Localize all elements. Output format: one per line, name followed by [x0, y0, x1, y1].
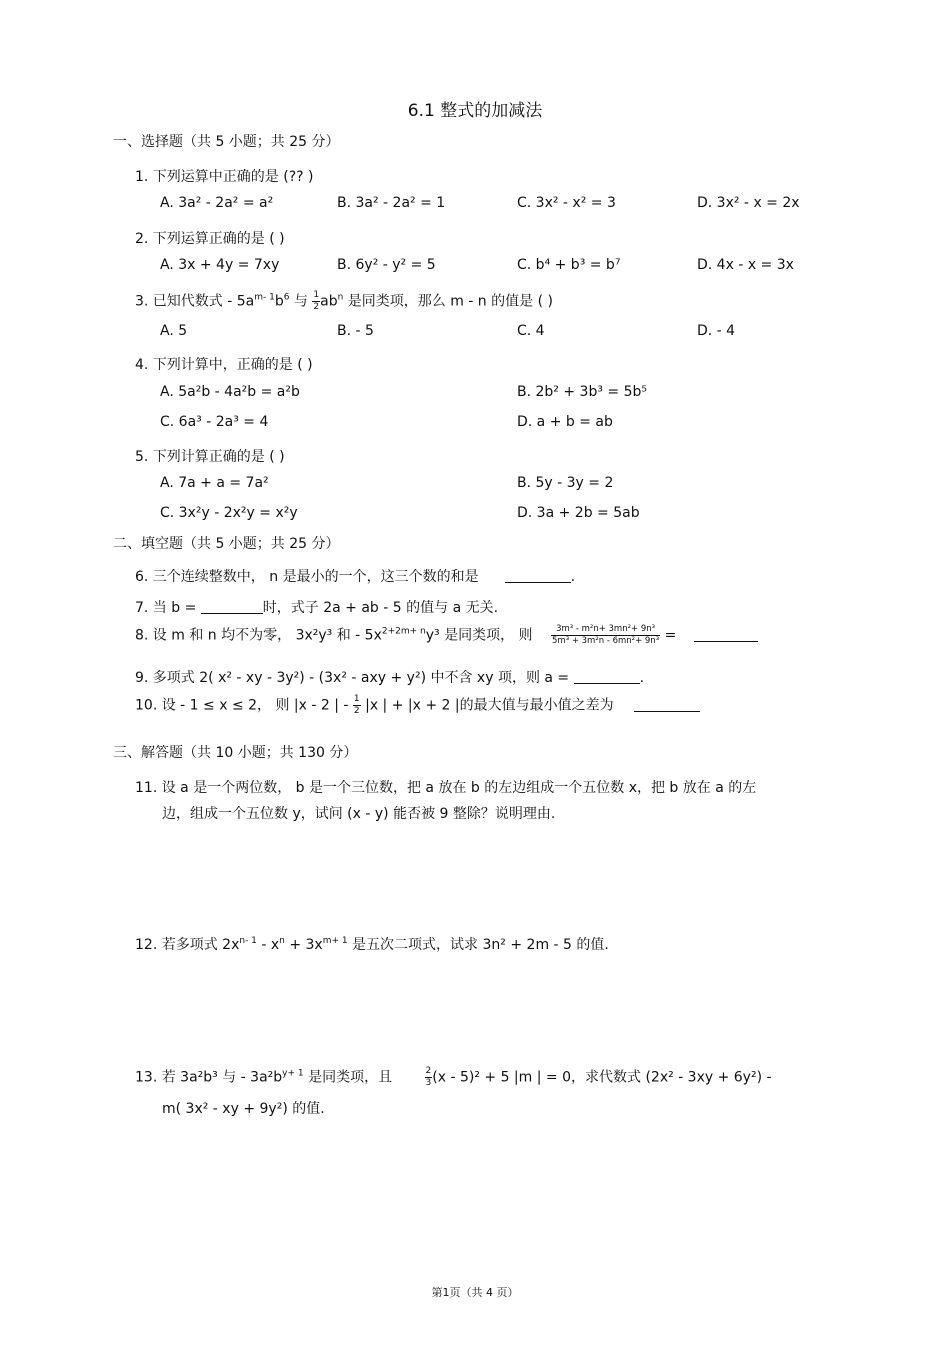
question-5-option-b: B. 5y - 3y = 2 — [517, 475, 614, 491]
question-3-option-c: C. 4 — [517, 323, 545, 339]
question-5-option-c: C. 3x²y - 2x²y = x²y — [160, 505, 298, 521]
question-8: 8. 设 m 和 n 均不为零， 3x²y³ 和 - $5x^{2+2m+ n}y^3$ 是同类项， 则 $\frac{\text{3m³ - m²n+ 3mn²+ 9n³}}{\text{5m³ + 3m²n - 6mn²+ 9n³}}$ = — [135, 624, 758, 647]
question-3-option-a: A. 5 — [160, 323, 188, 339]
question-11-line-1: 11. 设 a 是一个两位数， b 是一个三位数，把 a 放在 b 的左边组成一个五位数 x，把 b 放在 a 的左 — [135, 780, 757, 796]
question-6: 6. 三个连续整数中， n 是最小的一个，这三个数的和是 . — [135, 569, 576, 585]
question-4-stem: 4. 下列计算中，正确的是 ( ) — [135, 357, 313, 373]
question-13-line-2: m( 3x² - xy + 9y²) 的值. — [162, 1101, 325, 1117]
fraction-two-thirds: $\frac{2}{3}$ — [425, 1066, 432, 1088]
question-7: 7. 当 b = 时，式子 2a + ab - 5 的值与 a 无关. — [135, 600, 499, 616]
section-heading-fill: 二、填空题（共 5 小题；共 25 分） — [113, 536, 340, 552]
question-4-option-c: C. 6a³ - 2a³ = 4 — [160, 414, 269, 430]
question-9: 9. 多项式 2( x² - xy - 3y²) - (3x² - axy + y²) 中不含 xy 项，则 a = . — [135, 670, 645, 686]
question-5-stem: 5. 下列计算正确的是 ( ) — [135, 449, 285, 465]
section-heading-choice: 一、选择题（共 5 小题；共 25 分） — [113, 134, 340, 150]
fraction-one-half: $\frac{1}{2}$ — [313, 290, 320, 312]
question-2-option-c: C. b⁴ + b³ = b⁷ — [517, 257, 621, 273]
question-1-option-c: C. 3x² - x² = 3 — [517, 195, 616, 211]
question-5-option-a: A. 7a + a = 7a² — [160, 475, 269, 491]
question-1-option-d: D. 3x² - x = 2x — [697, 195, 800, 211]
question-2-stem: 2. 下列运算正确的是 ( ) — [135, 231, 285, 247]
answer-blank[interactable] — [505, 568, 571, 583]
question-2-option-a: A. 3x + 4y = 7xy — [160, 257, 280, 273]
question-4-option-a: A. 5a²b - 4a²b = a²b — [160, 384, 300, 400]
question-3-option-d: D. - 4 — [697, 323, 736, 339]
question-2-option-d: D. 4x - x = 3x — [697, 257, 794, 273]
answer-blank[interactable] — [201, 599, 263, 614]
question-2-option-b: B. 6y² - y² = 5 — [337, 257, 436, 273]
answer-blank[interactable] — [574, 669, 640, 684]
question-3-stem: 3. 已知代数式 - $5a^{m- 1}b^6$ 与 $\frac{1}{2}$ $ab^n$ 是同类项，那么 m - n 的值是 ( ) — [135, 290, 553, 312]
fraction-expression: $\frac{\text{3m³ - m²n+ 3mn²+ 9n³}}{\text{5m³ + 3m²n - 6mn²+ 9n³}}$ — [552, 624, 660, 646]
question-5-option-d: D. 3a + 2b = 5ab — [517, 505, 640, 521]
question-1-stem: 1. 下列运算中正确的是 (?? ) — [135, 169, 314, 185]
question-13-line-1: 13. 若 3a²b³ 与 - $3a^2b^{y+ 1}$ 是同类项，且 $\frac{2}{3}$ (x - 5)² + 5 |m | = 0，求代数式 (2x² - 3xy + 6y²) - — [135, 1066, 772, 1088]
page-footer: 第1页（共 4 页） — [431, 1286, 519, 1299]
question-12: 12. 若多项式 $2x^{n- 1} - x^n + 3x^{m+ 1}$ 是五次二项式，试求 3n² + 2m - 5 的值. — [135, 936, 609, 953]
question-1-option-a: A. 3a² - 2a² = a² — [160, 195, 274, 211]
question-10: 10. 设 - 1 ≤ x ≤ 2， 则 |x - 2 | - $\frac{1}{2}$ |x | + |x + 2 |的最大值与最小值之差为 — [135, 694, 700, 717]
page-title: 6.1 整式的加减法 — [407, 101, 543, 121]
answer-blank[interactable] — [634, 697, 700, 712]
fraction-one-half: $\frac{1}{2}$ — [353, 694, 360, 716]
section-heading-solve: 三、解答题（共 10 小题；共 130 分） — [113, 745, 358, 761]
question-11-line-2: 边，组成一个五位数 y，试问 (x - y) 能否被 9 整除？说明理由. — [162, 806, 556, 822]
question-3-option-b: B. - 5 — [337, 323, 374, 339]
question-4-option-b: B. 2b² + 3b³ = 5b⁵ — [517, 384, 647, 400]
answer-blank[interactable] — [694, 627, 758, 642]
question-4-option-d: D. a + b = ab — [517, 414, 613, 430]
question-1-option-b: B. 3a² - 2a² = 1 — [337, 195, 446, 211]
